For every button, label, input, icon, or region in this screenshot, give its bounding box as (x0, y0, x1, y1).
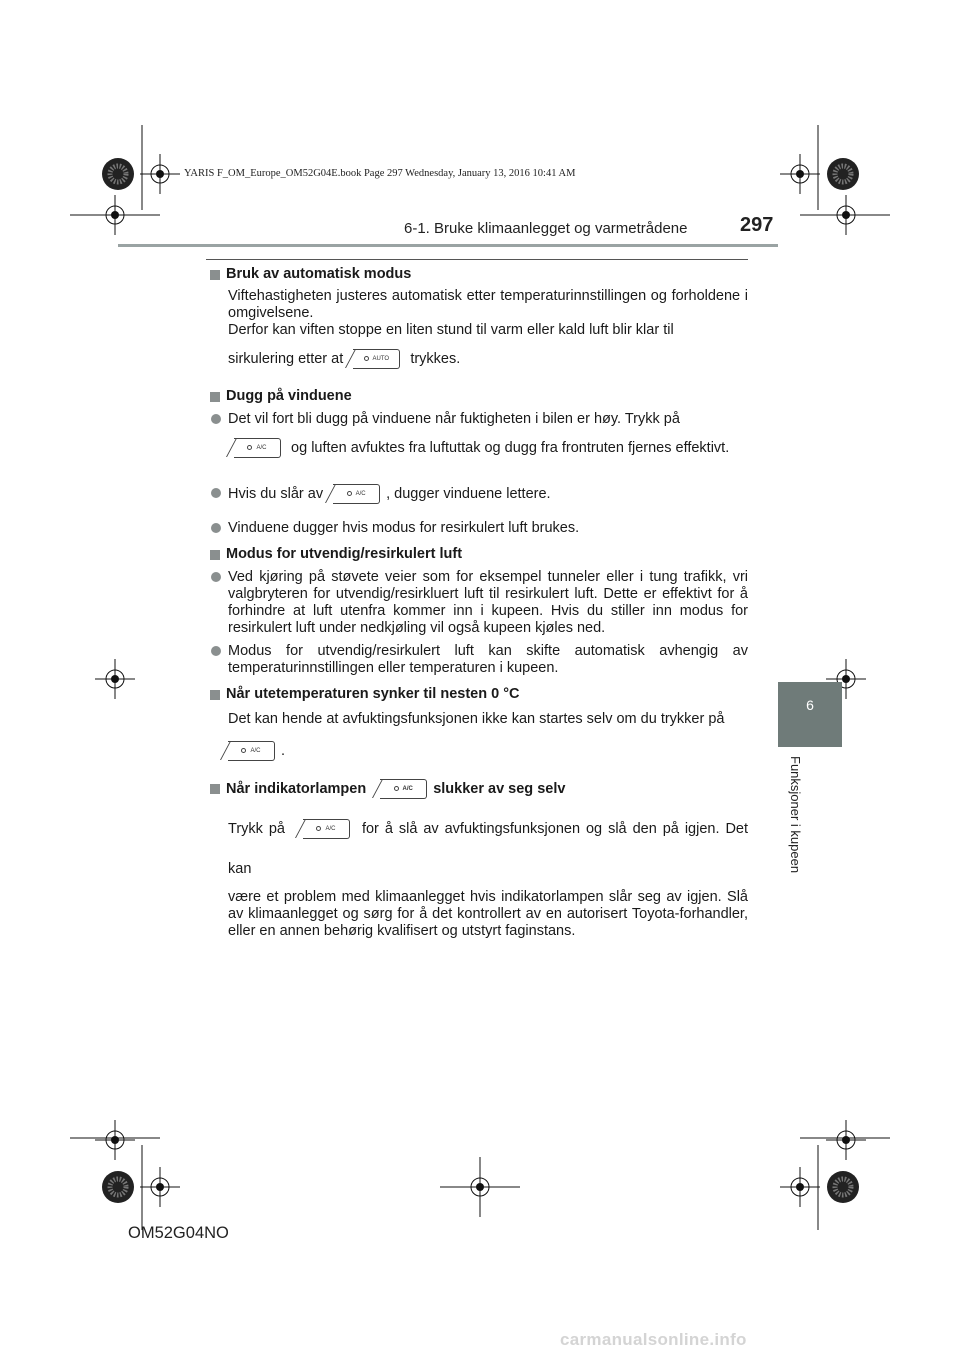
paragraph (210, 728, 748, 774)
heading-text: Når indikatorlampen (226, 781, 367, 797)
paragraph: Viftehastigheten justeres automatisk etter temperaturinnstillingen og forholdene i omgivelsene. (228, 288, 748, 321)
auto-button-icon (353, 349, 400, 369)
heading-text: Bruk av automatisk modus (226, 266, 412, 282)
text: trykkes. (410, 351, 461, 367)
list-item (210, 474, 748, 514)
text: sirkulering etter at (228, 351, 344, 367)
section-indicator (210, 774, 748, 940)
section-heading (210, 546, 748, 563)
section-recirculation (210, 546, 748, 677)
content-rule (206, 259, 748, 260)
circle-bullet-icon (211, 414, 221, 424)
ac-button-icon (228, 741, 275, 761)
circle-bullet-icon (211, 572, 221, 582)
text: Det vil fort bli dugg på vinduene når fuktigheten i bilen er høy. Trykk på (228, 411, 680, 427)
crosshair-mark-right-upper (826, 195, 866, 235)
text: Ved kjøring på støvete veier som for eksempel tunneler eller i tung trafikk, vri valgbryteren for utvendig/resirkluert luft til resirkulert luft. Dette er effektivt for å forhindre at luft utenfra kommer inn i kupeen. Hvis du stiller inn modus for resirkulert luft under nedkjøling vil også kupeen kjøles ned. (228, 569, 748, 636)
crosshair-mark-top-left (140, 154, 180, 194)
list-item (210, 411, 748, 468)
side-tab-number: 6 (806, 697, 814, 713)
button-label: A/C (355, 491, 366, 498)
text: , dugger vinduene lettere. (386, 486, 551, 502)
list-item (210, 520, 748, 537)
footer-code: OM52G04NO (128, 1224, 229, 1242)
section-heading (210, 388, 748, 405)
button-label: A/C (325, 826, 336, 833)
side-tab-label: Funksjoner i kupeen (788, 756, 803, 874)
square-bullet-icon (210, 392, 220, 402)
ac-button-icon (380, 779, 427, 799)
button-label: A/C (256, 445, 267, 452)
circle-bullet-icon (211, 488, 221, 498)
circle-bullet-icon (211, 646, 221, 656)
starburst-mark-top-right (826, 157, 860, 191)
section-heading (210, 774, 748, 804)
header-rule (118, 244, 778, 247)
section-cold (210, 686, 748, 774)
text: og luften avfuktes fra luftuttak og dugg fra frontruten fjernes effektivt. (291, 440, 730, 456)
print-header: YARIS F_OM_Europe_OM52G04E.book Page 297 Wednesday, January 13, 2016 10:41 AM (184, 168, 576, 179)
text: Trykk på (228, 821, 285, 837)
circle-bullet-icon (211, 523, 221, 533)
text: . (281, 743, 286, 759)
square-bullet-icon (210, 784, 220, 794)
side-tab (778, 682, 842, 747)
section-auto-mode (210, 266, 748, 379)
text: for å slå av avfuktingsfunksjonen og slå den på igjen. Det kan (228, 821, 749, 877)
starburst-mark-bottom-right (826, 1170, 860, 1204)
text: Modus for utvendig/resirkulert luft kan skifte automatisk avhengig av temperaturinnstillingen eller temperaturen i kupeen. (228, 643, 748, 676)
crosshair-mark-right-lower (826, 1120, 866, 1160)
paragraph: Det kan hende at avfuktingsfunksjonen ikke kan startes selv om du trykker på (228, 711, 725, 727)
crosshair-mark-left-upper (95, 195, 135, 235)
starburst-mark-top-left (101, 157, 135, 191)
paragraph: være et problem med klimaanlegget hvis indikatorlampen slår seg av igjen. Slå av klimaanlegget og sørg for å det kontrollert av en autorisert Toyota-forhandler, eller en annen behørig kvalifisert og utstyrt faginstans. (228, 889, 748, 939)
crosshair-mark-bottom-left (140, 1167, 180, 1207)
section-title: 6-1. Bruke klimaanlegget og varmetrådene (404, 220, 688, 237)
text-line (228, 428, 748, 468)
ac-button-icon (234, 438, 281, 458)
heading-text: Dugg på vinduene (226, 388, 352, 404)
button-label: AUTO (372, 356, 390, 363)
crosshair-mark-left-middle (95, 659, 135, 699)
starburst-mark-bottom-left (101, 1170, 135, 1204)
square-bullet-icon (210, 270, 220, 280)
square-bullet-icon (210, 550, 220, 560)
crosshair-mark-bottom-right (780, 1167, 820, 1207)
crosshair-mark-top-right (780, 154, 820, 194)
list-item (210, 643, 748, 677)
section-heading (210, 686, 748, 703)
list-item (210, 569, 748, 637)
paragraph (210, 809, 748, 889)
page-number: 297 (740, 214, 774, 236)
ac-button-icon (333, 484, 380, 504)
square-bullet-icon (210, 690, 220, 700)
section-fog (210, 388, 748, 537)
paragraph (210, 339, 748, 379)
section-heading (210, 266, 748, 283)
content (210, 266, 748, 940)
heading-text: Modus for utvendig/resirkulert luft (226, 546, 463, 562)
heading-text: Når utetemperaturen synker til nesten 0 °C (226, 686, 520, 702)
text: Hvis du slår av (228, 486, 324, 502)
text: Vinduene dugger hvis modus for resirkulert luft brukes. (228, 520, 580, 536)
crosshair-mark-bottom-center (440, 1157, 520, 1217)
button-label: A/C (402, 786, 413, 792)
ac-button-icon (303, 819, 350, 839)
crosshair-mark-left-lower (95, 1120, 135, 1160)
heading-text: slukker av seg selv (433, 781, 566, 797)
paragraph: Derfor kan viften stoppe en liten stund til varm eller kald luft blir klar til (228, 322, 674, 338)
watermark: carmanualsonline.info (560, 1330, 747, 1349)
button-label: A/C (250, 748, 261, 755)
